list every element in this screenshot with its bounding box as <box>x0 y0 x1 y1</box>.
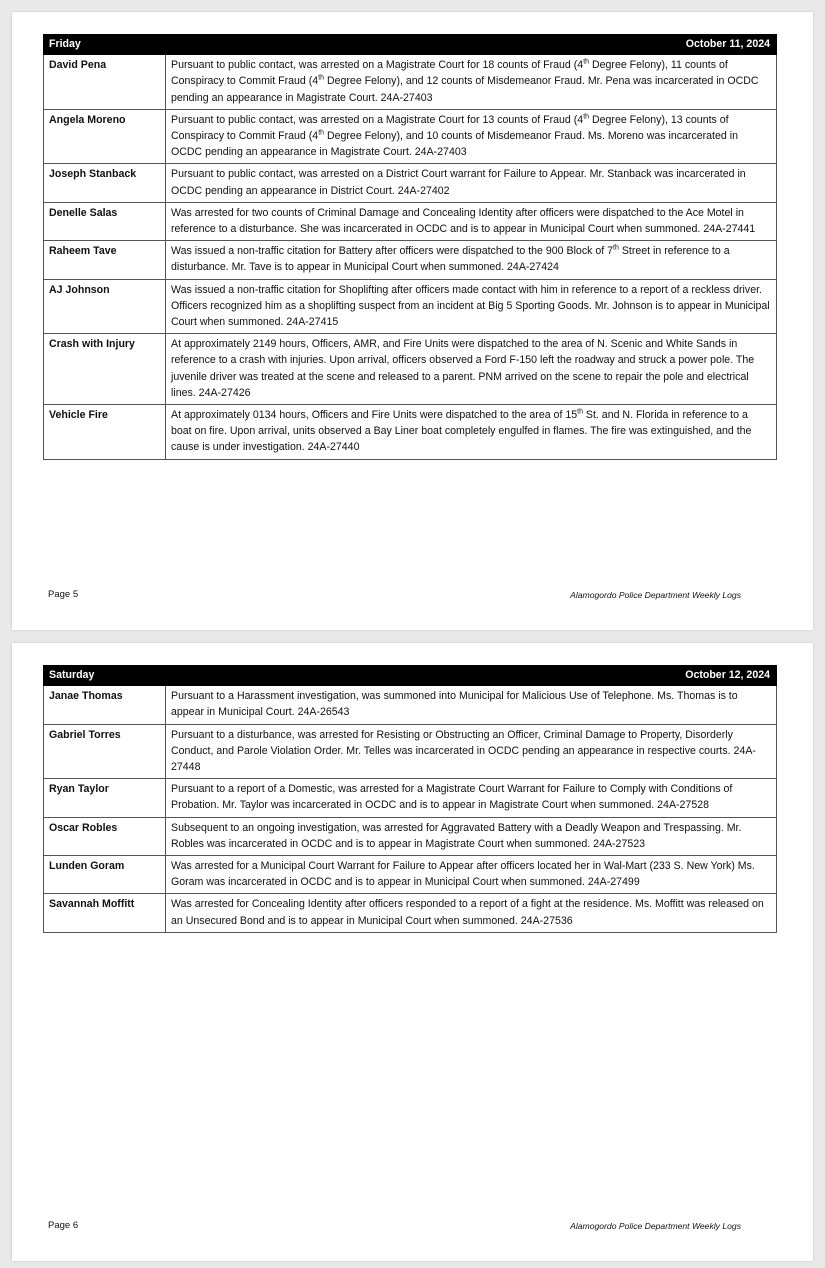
log-entry-row <box>44 241 777 279</box>
log-entry-row <box>44 164 777 202</box>
entry-name: AJ Johnson <box>44 279 166 334</box>
entry-description: Pursuant to public contact, was arrested on a District Court warrant for Failure to Appear. Mr. Stanback was incarcerated in OCDC pending an appearance in District Court. 24A-27402 <box>166 164 777 202</box>
entry-description: Was arrested for a Municipal Court Warrant for Failure to Appear after officers located her in Wal-Mart (233 S. New York) Ms. Goram was incarcerated in OCDC and is to appear in Municipal Court when summoned. 24A-27499 <box>166 856 777 894</box>
log-entry-row <box>44 779 777 817</box>
log-entry-row <box>44 55 777 110</box>
footer-title: Alamogordo Police Department Weekly Logs <box>570 1221 741 1231</box>
entry-name: Lunden Goram <box>44 856 166 894</box>
document-page-6 <box>12 643 813 1261</box>
entry-description: Was issued a non-traffic citation for Shoplifting after officers made contact with him in reference to a report of a reckless driver. Officers recognized him as a shoplifting suspect from an incident at Big 5 Sporting Goods. Mr. Johnson is to appear in Municipal Court when summoned. 24A-27415 <box>166 279 777 334</box>
entry-description: Was issued a non-traffic citation for Battery after officers were dispatched to the 900 Block of 7th Street in reference to a disturbance. Mr. Tave is to appear in Municipal Court when summoned. 24A-27424 <box>166 241 777 279</box>
entry-description: At approximately 2149 hours, Officers, AMR, and Fire Units were dispatched to the area of N. Scenic and White Sands in reference to a crash with injuries. Upon arrival, officers observed a Ford F-150 left the roadway and struck a power pole. The juvenile driver was treated at the scene and released to a parent. PNM arrived on the scene to repair the pole and electrical lines. 24A-27426 <box>166 334 777 405</box>
page-number: Page 5 <box>48 589 79 600</box>
document-page-5 <box>12 12 813 630</box>
log-entry-row <box>44 686 777 724</box>
log-entry-row <box>44 724 777 779</box>
table-header-row <box>44 666 777 686</box>
day-header: Friday <box>44 35 166 55</box>
log-entry-row <box>44 279 777 334</box>
entry-name: Gabriel Torres <box>44 724 166 779</box>
log-entry-row <box>44 894 777 932</box>
date-header: October 12, 2024 <box>166 666 777 686</box>
entry-name: Oscar Robles <box>44 817 166 855</box>
day-header: Saturday <box>44 666 166 686</box>
log-entry-row <box>44 856 777 894</box>
saturday-log-body <box>44 666 777 933</box>
entry-name: Janae Thomas <box>44 686 166 724</box>
entry-description: At approximately 0134 hours, Officers and Fire Units were dispatched to the area of 15th St. and N. Florida in reference to a boat on fire. Upon arrival, units observed a Bay Liner boat completely engulfed in flames. The fire was extinguished, and the cause is under investigation. 24A-27440 <box>166 405 777 460</box>
entry-description: Was arrested for Concealing Identity after officers responded to a report of a fight at the residence. Ms. Moffitt was released on an Unsecured Bond and is to appear in Municipal Court when summoned. 24A-27536 <box>166 894 777 932</box>
entry-name: Raheem Tave <box>44 241 166 279</box>
entry-description: Pursuant to a Harassment investigation, was summoned into Municipal for Malicious Use of Telephone. Ms. Thomas is to appear in Municipal Court. 24A-26543 <box>166 686 777 724</box>
entry-description: Was arrested for two counts of Criminal Damage and Concealing Identity after officers were dispatched to the Ace Motel in reference to a disturbance. She was incarcerated in OCDC and is to appear in Municipal Court when summoned. 24A-27441 <box>166 202 777 240</box>
entry-name: Vehicle Fire <box>44 405 166 460</box>
entry-description: Pursuant to a disturbance, was arrested for Resisting or Obstructing an Officer, Criminal Damage to Property, Disorderly Conduct, and Parole Violation Order. Mr. Telles was incarcerated in OCDC pending an appearance in respective courts. 24A-27448 <box>166 724 777 779</box>
friday-log-table <box>43 34 777 460</box>
entry-name: Joseph Stanback <box>44 164 166 202</box>
entry-name: Crash with Injury <box>44 334 166 405</box>
entry-description: Pursuant to public contact, was arrested on a Magistrate Court for 18 counts of Fraud (4th Degree Felony), 11 counts of Conspiracy to Commit Fraud (4th Degree Felony), and 12 counts of Misdemeanor Fraud. Mr. Pena was incarcerated in OCDC pending an appearance in Magistrate Court. 24A-27403 <box>166 55 777 110</box>
page-number: Page 6 <box>48 1220 79 1231</box>
entry-name: Denelle Salas <box>44 202 166 240</box>
entry-name: Angela Moreno <box>44 109 166 164</box>
entry-name: Ryan Taylor <box>44 779 166 817</box>
entry-description: Pursuant to public contact, was arrested on a Magistrate Court for 13 counts of Fraud (4th Degree Felony), 13 counts of Conspiracy to Commit Fraud (4th Degree Felony), and 10 counts of Misdemeanor Fraud. Ms. Moreno was incarcerated in OCDC pending an appearance in Magistrate Court. 24A-27403 <box>166 109 777 164</box>
saturday-log-table <box>43 665 777 933</box>
log-entry-row <box>44 817 777 855</box>
log-entry-row <box>44 334 777 405</box>
table-header-row <box>44 35 777 55</box>
footer-title: Alamogordo Police Department Weekly Logs <box>570 590 741 600</box>
date-header: October 11, 2024 <box>166 35 777 55</box>
entry-name: Savannah Moffitt <box>44 894 166 932</box>
log-entry-row <box>44 109 777 164</box>
log-entry-row <box>44 405 777 460</box>
entry-description: Pursuant to a report of a Domestic, was arrested for a Magistrate Court Warrant for Failure to Comply with Conditions of Probation. Mr. Taylor was incarcerated in OCDC and is to appear in Magistrate Court when summoned. 24A-27528 <box>166 779 777 817</box>
entry-description: Subsequent to an ongoing investigation, was arrested for Aggravated Battery with a Deadly Weapon and Trespassing. Mr. Robles was incarcerated in OCDC and is to appear in Magistrate Court when summoned. 24A-27523 <box>166 817 777 855</box>
log-entry-row <box>44 202 777 240</box>
friday-log-body <box>44 35 777 460</box>
entry-name: David Pena <box>44 55 166 110</box>
